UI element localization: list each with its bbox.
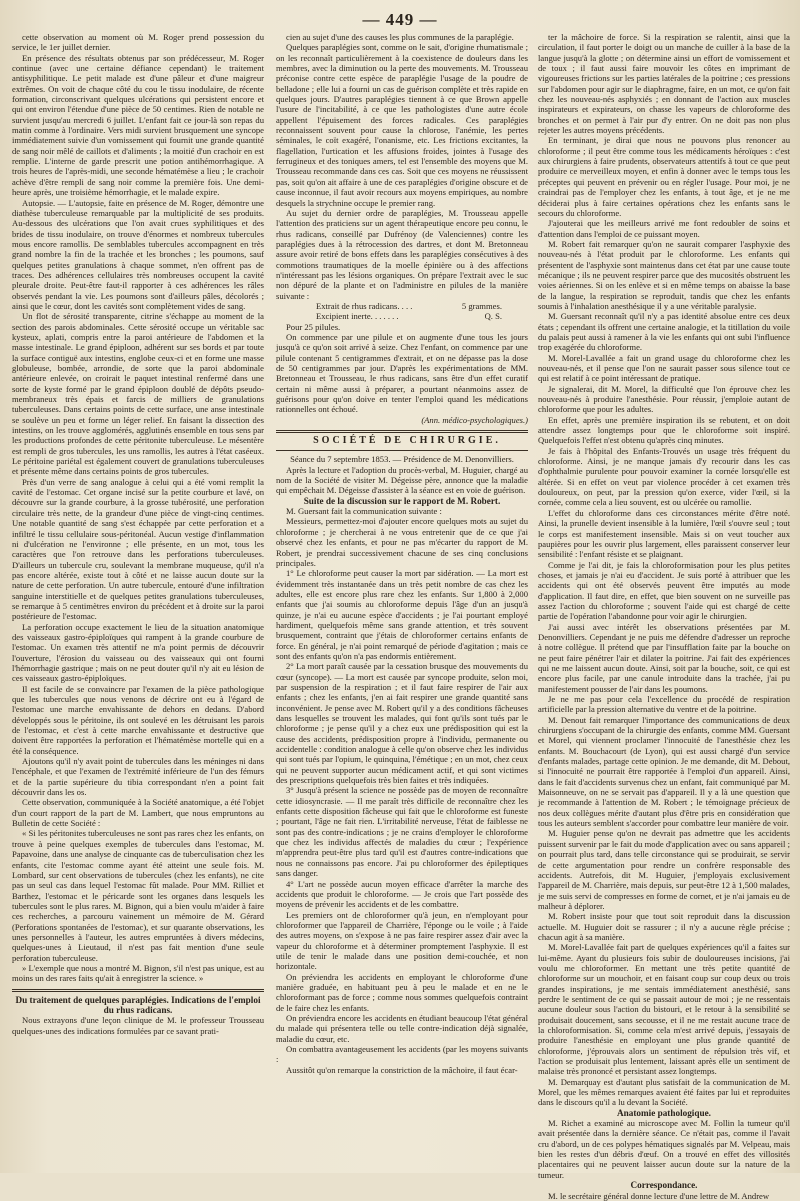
formula-ingredient: Extrait de rhus radicans. . . . (316, 300, 413, 311)
paragraph: Aussitôt qu'on remarque la constriction de la mâchoire, il faut écar- (286, 1064, 518, 1075)
paragraph: M. Guersant reconnaît qu'il n'y a pas identité absolue entre ces deux états ; cependant ils offrent une certaine analogie, et la titillation du voile du palais peut aussi à ramener à la vie les enfants qui ont subi l'influence trop exagérée du chloroforme. (538, 311, 790, 353)
paragraph: 4° L'art ne possède aucun moyen efficace d'arrêter la marche des accidents que produit le chloroforme. — Je crois que l'art possède des moyens de prévenir les accidents et de les combattre. (276, 878, 528, 910)
section-divider (12, 989, 264, 992)
paragraph: M. Denout fait remarquer l'importance des communications de deux chirurgiens s'occupant de la chirurgie des enfants, comme MM. Guersant et Morel, qui viennent proclamer l'innocuité de l'anesthésie chez les enfants. M. Bouchacourt (de Lyon), qui est aussi chargé d'un service d'enfants malades, partage cette opinion. Je me demande, dit M. Debout, si l'innocuité ne pourrait être rapportée à l'emploi d'un appareil. Ainsi, dans le fait d'accidents survenus chez un enfant, fait communiqué par M. Maisonneuve, on ne se servait pas d'appareil. Il y a là une question que je recommande à l'attention de M. Robert ; le témoignage précieux de nos deux collègues mérite d'autant plus d'être pris en considération que tous les auteurs semblent s'accorder pour combattre leur manière de voir. (538, 714, 790, 829)
paragraph: Après la lecture et l'adoption du procès-verbal, M. Huguier, chargé au nom de la Société de visiter M. Dégeisse père, annonce que la maladie qui empêchait M. Dégeisse d'assister à la séance est en voie de guérison. (276, 464, 528, 496)
paragraph: J'ajouterai que les meilleurs arrivé me font redoubler de soins et d'attention dans l'emploi de ce puissant moyen. (538, 218, 790, 239)
paragraph: Cette observation, communiquée à la Société anatomique, a été l'objet d'un court rapport de la part de M. Lambert, que nous empruntons au Bulletin de cette Société : (12, 797, 264, 829)
page-number: — 449 — (362, 10, 438, 29)
column-1 (12, 32, 264, 1160)
paragraph: La perforation occupe exactement le lieu de la situation anatomique des vaisseaux gastro-épiploïques qui rampent à la grande courbure de l'estomac. Un examen très attentif ne m'a point permis de découvrir l'ouverture, l'érosion du vaisseau ou des vaisseaux qui ont fourni l'hémorrhagie gastrique ; mais on ne peut douter qu'il n'y ait eu lésion de ces vaisseaux gastro-épiploïques. (12, 621, 264, 684)
column-3 (538, 32, 790, 1201)
paragraph: En effet, après une première inspiration ils se rebutent, et on doit attendre assez longtemps pour que le chloroforme soit inspiré. Quelquefois l'effet n'est obtenu qu'après cinq minutes. (538, 414, 790, 446)
paragraph: M. Guersant fait la communication suivante : (286, 506, 442, 517)
paragraph: M. Morel-Lavallée a fait un grand usage du chloroforme chez les nouveau-nés, et il pense que l'on ne saurait passer sous silence tout ce qui est relatif à ce point intéressant de pratique. (538, 352, 790, 384)
paragraph: M. Robert insiste pour que tout soit reproduit dans la discussion actuelle. M. Huguier doit se rassurer ; il n'y a aucune règle précise ; chacun agit à sa manière. (538, 911, 790, 942)
paragraph: 3° Jusqu'à présent la science ne possède pas de moyen de reconnaître cette idiosyncrasie. — Il me paraît très difficile de reconnaître chez les enfants cette disposition fâcheuse qui fait que le chloroforme est funeste ; pourtant, l'âge ne fait rien. L'irritabilité nerveuse, l'état de faiblesse ne sont pas des contre-indications ; je ne crains d'employer le chloroforme que chez les individus affectés de maladies du cœur ; l'expérience m'apprendra peut-être plus tard qu'il est d'autres contre-indications que nous ne connaissons pas encore. J'ai pu chloroformer des épileptiques sans danger. (276, 785, 528, 879)
paragraph: 2° La mort paraît causée par la cessation brusque des mouvements du cœur (syncope). — La mort est causée par syncope produite, selon moi, par suspension de la respiration ; et il faut faire respirer de l'air aux enfants ; chez les enfants, j'en ai fait respirer une grande quantité sans inconvénient. Je pense avec M. Robert qu'il y a des conditions fâcheuses dans lesquelles se trouvent les malades, qui font qu'ils sont tués par le chloroforme ; je pense qu'il y a chez eux une prédisposition qui est la cause des accidents, prédisposition propre à l'individu, permanente ou accidentelle : condition analogue à celle qu'on observe chez les individus qui sont tués par l'opium, le quinquina, l'émétique ; en un mot, chez ceux qui ne peuvent supporter aucun médicament actif, et qui sont victimes des prescriptions quelquefois très bien faites et très indiquées. (276, 661, 528, 786)
paragraph: Il est facile de se convaincre par l'examen de la pièce pathologique que les tubercules que nous venons de décrire ont eu à l'égard de l'estomac une marche envahissante de dehors en dedans. D'abord développés sous le péritoine, ils ont soulevé en les détruisant les parois de l'estomac, et c'est à cette marche envahissante et destructive que doivent être rapportées la perforation et l'hématémèse mortelle qui en a été la conséquence. (12, 683, 264, 756)
paragraph: M. le secrétaire général donne lecture d'une lettre de M. Andrew (548, 1190, 770, 1201)
section-heading: Du traitement de quelques paraplégies. Indications de l'emploi du rhus radicans. (15, 994, 261, 1015)
paragraph: M. Richet a examiné au microscope avec M. Follin la tumeur qu'il avait présentée dans la dernière séance. Ce n'était pas, comme il l'avait cru d'abord, un de ces polypes hématiques signalés par M. Velpeau, mais bien les restes d'un débris d'œuf. On a trouvé en effet des villosités placentaires qui ne peuvent laisser aucun doute sur la nature de la tumeur. (538, 1118, 790, 1180)
paragraph: Quelques paraplégies sont, comme on le sait, d'origine rhumatismale ; on les reconnaît particulièrement à la coexistence de douleurs dans les membres, avec la diminution ou la perte des mouvements. M. Trousseau préconise contre cette espèce de paraplégie l'usage de la poudre de belladone ; elle lui a fourni un cas de guérison complète et très rapide en quelques jours. D'autres paraplégies tiennent à ce que Brown appelle l'usure de l'incitabilité, à ce que les pathologistes d'une autre école appellent l'épuisement des forces radicales. Ces paraplégies reconnaissent souvent pour cause la chlorose, l'anémie, les pertes séminales, le coït exagéré, l'onanisme, etc. Les frictions excitantes, la flagellation, l'urtication et les affusions froides, jointes à l'usage des ferrugineux et des toniques amers, tel est l'ensemble des moyens que M. Trousseau recommande dans ces cas. Soit que ces moyens ne réussissent pas, soit qu'on ait affaire à une de ces paraplégies d'origine obscure et de cause inconnue, il faut avoir recours aux moyens empiriques, au nombre desquels la strychnine occupe le premier rang. (276, 42, 528, 208)
paragraph: Nous extrayons d'une leçon clinique de M. le professeur Trousseau quelques-unes des indications formulées par ce savant prati- (12, 1015, 264, 1036)
paragraph: cette observation au moment où M. Roger prend possession du service, le 1er juillet dernier. (12, 32, 264, 53)
paragraph: On combattra avantageusement les accidents (par les moyens suivants : (276, 1044, 528, 1065)
paragraph: En présence des résultats obtenus par son prédécesseur, M. Roger continue (avec une certaine défiance cependant) le traitement antisyphilitique. Le petit malade est d'une pâleur et d'une maigreur extrêmes. On voit de chaque côté du cou le tissu inodulaire, de récente formation, circonscrivant quelques ulcérations qui persistent encore et qui ont environ l'étendue d'une pièce de 50 centimes. Rien de notable ne survient jusqu'au mercredi 6 juillet. L'enfant fait ce jour-là son repas du matin comme à l'ordinaire. Vers midi survient brusquement une syncope immédiatement suivie d'un vomissement qui fournit une grande quantité de sang noir mêlé de caillots et d'aliments ; la moitié d'un crachoir en est remplie. L'interne de garde prescrit une potion antihémorrhagique. A trois heures de l'après-midi, une seconde hématémèse a lieu ; le crachoir achève d'être rempli de sang noir comme la première fois. Une demi-heure après, une troisième hémorrhagie, et le malade expire. (12, 52, 264, 198)
paragraph: M. Morel-Lavallée fait part de quelques expériences qu'il a faites sur lui-même. Ayant du plusieurs fois subir de douloureuses incisions, j'ai voulu me chloroformer. En mettant une très petite quantité de chloroforme sur un mouchoir, et en faisant coup sur coup deux ou trois grandes inspirations, je me sentais immédiatement anesthésié, sans perdre le sentiment de ce qui se passait autour de moi ; je ne ressentais aucune douleur sous l'action du bistouri, et le retour à la sensibilité se produisait doucement, sans secousse, et il ne me restait aucune trace de la chloroformisation. Si, comme cela m'est arrivé depuis, j'essayais de produire l'anesthésie en employant une plus grande quantité de chloroforme, j'éprouvais alors un sentiment de répulsion très vif, et l'action se produisait plus lentement, laissant après elle un sentiment de malaise très prononcé et persistant assez longtemps. (538, 942, 790, 1077)
source-citation: (Ann. médico-psychologiques.) (421, 414, 528, 425)
correspondence-heading: Correspondance. (630, 1180, 698, 1191)
paragraph: Je fais à l'hôpital des Enfants-Trouvés un usage très fréquent du chloroforme. Ainsi, je ne manque jamais d'y recourir dans les cas d'ophthalmie purulente pour pouvoir examiner la cornée lorsqu'elle est altérée. Si en effet on veut par violence procéder à cet examen très douloureux, on peut, par la pression qu'on exerce, vider l'œil, si la cornée, comme cela a lieu souvent, est ou ulcérée ou ramollie. (538, 445, 790, 508)
paragraph: Les premiers ont de chloroformer qu'à jeun, en n'employant pour chloroformer que l'appareil de Charrière, l'éponge ou le voile ; à l'aide des autres moyens, on s'expose à ne pas faire respirer assez d'air avec la vapeur du chloroforme et à déterminer promptement l'asphyxie. Il est utile de tenir le malade dans une position demi-couchée, et non horizontale. (276, 909, 528, 972)
paragraph: L'effet du chloroforme dans ces circonstances mérite d'être noté. Ainsi, la prunelle devient insensible à la lumière, l'œil s'ouvre seul ; tout le corps est manifestement insensible. Mais si on veut toucher aux paupières pour les ouvrir plus largement, elles paraissent conserver leur sensibilité : l'enfant résiste et se plaignant. (538, 507, 790, 560)
formula-ingredient: Excipient inerte. . . . . . . (316, 311, 399, 322)
paragraph: ter la mâchoire de force. Si la respiration se ralentit, ainsi que la circulation, il faut porter le doigt ou un manche de cuiller à la base de la langue jusqu'à la glotte ; on détermine ainsi un effort de vomissement et de toux ; il faut aussi faire mouvoir les côtes en imprimant de vigoureuses frictions sur les parties latérales de la poitrine ; ces pressions sur l'abdomen pour agir sur le diaphragme, faire, en un mot, ce qu'on fait chez les nouveau-nés asphyxiés ; en donnant de l'action aux muscles inspirateurs et expirateurs, on chasse les vapeurs de chloroforme des bronches et on permet à l'air pur d'y entrer. On ne doit pas non plus rejeter les autres moyens précédents. (538, 32, 790, 136)
paragraph: Autopsie. — L'autopsie, faite en présence de M. Roger, démontre une diathèse tuberculeuse remarquable par la multiplicité de ses produits. Au-dessous des ulcérations que l'on avait crues syphilitiques et des brides de tissu inodulaire, on trouve d'énormes et nombreux tubercules mous encore ramollis. De semblables tubercules accompagnent en très grand nombre la fin de la trachée et les bronches ; les poumons, sauf quelques petites granulations à chaque sommet, n'en offrent pas de traces. Des adhérences cellulaires très nombreuses occupent la cavité pleurale droite. Peut-être faut-il rapporter à ces adhérences les râles observés pendant la vie. Les poumons sont d'ailleurs pâles, décolorés ; ainsi que le cœur, dont les cavités sont complètement vides de sang. (12, 197, 264, 311)
paragraph: On commence par une pilule et on augmente d'une tous les jours jusqu'à ce qu'on soit arrivé à seize. Chez l'enfant, on commence par une pilule contenant 5 centigrammes d'extrait, et on ne dépasse pas la dose de 50 centigrammes par jour. D'après les expérimentations de MM. Bretonneau et Trousseau, le rhus radicans, sans être d'un effet curatif certain ni même aussi à préparer, a pourtant néanmoins assez de guérisons pour qu'on doive en tenter l'emploi quand les médications rationnelles ont échoué. (276, 331, 528, 415)
formula-line (276, 311, 528, 321)
paragraph: Je ne me pas pour cela l'excellence du procédé de respiration artificielle par la pression alternative du ventre et de la poitrine. (538, 694, 790, 715)
paragraph: Je signalerai, dit M. Morel, la difficulté que l'on éprouve chez les nouveau-nés à produire l'anesthésie. Pour réussir, j'emploie autant de chloroforme que pour les adultes. (538, 383, 790, 415)
society-title: SOCIÉTÉ DE CHIRURGIE. (313, 435, 501, 447)
anatomy-heading: Anatomie pathologique. (617, 1107, 711, 1118)
formula-note: Pour 25 pilules. (286, 321, 341, 332)
paragraph: Comme je l'ai dit, je fais la chloroformisation pour les plus petites choses, et jamais je n'ai eu d'accident. Je suis porté à attribuer que les accidents qui ont été observés peuvent être imputés au mode d'application. Il faut dire, en effet, que bien souvent on ne surveille pas assez l'action du chloroforme ; souvent l'aide qui est chargé de cette partie de l'opération l'abandonne pour voir agir le chirurgien. (538, 559, 790, 622)
paragraph: En terminant, je dirai que nous ne pouvons plus renoncer au chloroforme ; il peut être comme tous les médicaments héroïques : c'est aux chirurgiens à faire prudents, observateurs attentifs à tout ce que peut produire ce merveilleux moyen, et enfin à donner avec le temps tous les préceptes qui peuvent en prévenir ou en régler l'usage. Pour moi, je ne craindrai pas de l'employer chez les enfants, à tout âge, et je ne me déciderai plus à faire certaines opérations chez les enfants sans le secours du chloroforme. (538, 135, 790, 218)
divider (276, 450, 528, 451)
paragraph: On préviendra les accidents en employant le chloroforme d'une manière graduée, en habituant peu à peu le malade et en ne le chloroformant pas de force ; comme nous sommes quelquefois contraint de le faire chez les enfants. (276, 971, 528, 1013)
formula-quantity: Q. S. (484, 311, 502, 322)
session-line: Séance du 7 septembre 1853. — Présidence de M. Denonvilliers. (290, 454, 514, 465)
paragraph: » L'exemple que nous a montré M. Bignon, s'il n'est pas unique, est au moins un des rares faits qu'ait à enregistrer la science. » (12, 962, 264, 984)
paragraph: Messieurs, permettez-moi d'ajouter encore quelques mots au sujet du chloroforme ; je chercherai à ne vous entretenir que de ce que j'ai observé chez les enfants, et pour ne pas m'écarter du rapport de M. Robert, je prendrai successivement chacune de ses cinq conclusions principales. (276, 516, 528, 568)
section-divider (276, 430, 528, 433)
paragraph: J'ai aussi avec intérêt les observations présentées par M. Denonvilliers. Cependant je ne puis me défendre d'adresser un reproche à notre collègue. Il prétend que par l'insufflation faite par la bouche on ne peut faire pénétrer l'air et dilater la poitrine. J'ai fait des expériences qui ne me laissent aucun doute. Ainsi, soit par la bouche, soit, ce qui est encore plus facile, par une canule introduite dans la trachée, j'ai pu manifestement pousser de l'air dans les poumons. (538, 621, 790, 694)
discussion-heading: Suite de la discussion sur le rapport de M. Robert. (303, 495, 501, 506)
formula-quantity: 5 grammes. (461, 300, 502, 311)
paragraph: Ajoutons qu'il n'y avait point de tubercules dans les méninges ni dans l'encéphale, et que l'examen de l'extrémité inférieure de l'un des fémurs et de la partie supérieure du tibia correspondant n'en a point fait découvrir dans les os. (12, 756, 264, 798)
paragraph: 1° Le chloroforme peut causer la mort par sidération. — La mort est évidemment très instantanée dans un très petit nombre de cas chez les adultes, elle est encore plus rare chez les enfants. Sur 1,800 à 2,000 enfants que j'ai soumis au chloroforme depuis l'âge d'un an jusqu'à quinze, je n'ai eu aucune espèce d'accidents ; je l'ai pourtant employé hardiment, quelquefois même sans grande attention, et très souvent brusquement, contraint que j'étais de chloroformer certains enfants de force. En général, je n'ai point remarqué de période d'agitation ; mais ce sont des enfants qu'on n'a pas endormis entièrement. (276, 568, 528, 661)
paragraph: « Si les péritonites tuberculeuses ne sont pas rares chez les enfants, on trouve à peine quelques exemples de tubercules dans l'estomac, M. Papavoine, dans une analyse de cinquante cas de tuberculisation chez les enfants, cite l'estomac comme ayant été atteint une seule fois. M. Lombard, sur cent observations de tubercules (chez les enfants), ne cite pas un seul cas dans lequel l'estomac fût malade. Pour MM. Rilliet et Barthez, l'estomac et le péricarde sont les organes dans lesquels les tubercules sont le plus rares. M. Bignon, qui a bien voulu m'aider à faire ces recherches, a parcouru vainement un mémoire de M. Gérard (Perforations spontanées de l'estomac), et sur quarante observations, les unes personnelles à l'auteur, les autres empruntées à divers médecins, quelques-unes à Lieutaud, il n'est pas fait mention d'une seule perforation tuberculeuse. (12, 828, 264, 963)
paragraph: On préviendra encore les accidents en étudiant beaucoup l'état général du malade qui présentera telle ou telle contre-indication déjà signalée, maladie du cœur, etc. (276, 1012, 528, 1044)
paragraph: M. Robert fait remarquer qu'on ne saurait comparer l'asphyxie des nouveau-nés à l'état produit par le chloroforme. Les enfants qui présentent de l'asphyxie sont maintenus dans cet état par une cause toute mécanique ; ils ne peuvent respirer parce que des mucosités obstruent les voies aériennes. Si on les enlève et si en même temps on abaisse la base de la langue, la respiration se reproduit, tandis que chez les enfants soumis à l'inhalation anesthésique il y a une véritable paralysie. (538, 238, 790, 311)
paragraph: Au sujet du dernier ordre de paraplégies, M. Trousseau appelle l'attention des praticiens sur un agent thérapeutique encore peu connu, le rhus radicans, conseillé par Dufrénoy (de Valenciennes) contre les paraplégies dues à la rétrocession des dartres, et dont M. Bretonneau assure avoir retiré de bons effets dans les paraplégies consécutives à des commotions traumatiques de la moelle épinière ou à des affections n'intéressant pas les lésions organiques. On prépare l'extrait avec le suc non dépuré de la plante et on l'administre en pilules de la manière suivante : (276, 207, 528, 301)
paragraph: M. Demarquay est d'autant plus satisfait de la communication de M. Morel, que les mêmes remarques avaient été faites par lui et reproduites dans le discours qu'il a lu devant la Société. (538, 1076, 790, 1108)
formula-line (276, 301, 528, 311)
column-2 (276, 32, 528, 1160)
paragraph: M. Huguier pense qu'on ne devrait pas admettre que les accidents puissent survenir par le fait du mode d'application avec ou sans appareil ; on pourrait plus tard, dans telle circonstance qui se produirait, se servir de cette argumentation pour rendre un confrère responsable des accidents. Autrefois, dit M. Huguier, j'employais exclusivement l'appareil de M. Charrière, mais depuis, sur peut-être 12 à 1,500 malades, je me suis servi de compresses en forme de cornet, et je n'ai jamais eu de malheur à déplorer. (538, 828, 790, 911)
paragraph: cien au sujet d'une des causes les plus communes de la paraplégie. (286, 32, 514, 42)
paragraph: Un flot de sérosité transparente, citrine s'échappe au moment de la section des parois abdominales. Cette sérosité occupe un véritable sac kysteux, aplati, compris entre la paroi antérieure de l'abdomen et la masse intestinale. Le grand épiploon, adhérent sur ses bords et par toute la surface contiguë aux intestins, englobe ceux-ci et en forme une masse globuleuse, bombée, arrondie, de sorte que la paroi abdominale antérieure enlevée, on croirait le paquet intestinal renfermé dans une sorte de kyste formé par le grand épiploon doublé de dépôts pseudo-membraneux très épais et farcis de milliers de granulations tuberculeuses. Dans certains points de cette surface, une anse intestinale se soulève un peu et forme un léger relief. En faisant la dissection des intestins, on les trouve agglomérés, agglutinés ensemble en tous sens par les productions profondes de cette péritonite tuberculeuse. Le mésentère est rempli de gros tubercules, les uns ramollis, les autres à l'état caséeux. Le péritoine pariétal est également couvert de granulations tuberculeuses et présente même dans certains points de gros tubercules. (12, 311, 264, 477)
paragraph: Près d'un verre de sang analogue à celui qui a été vomi remplit la cavité de l'estomac. Cet organe incisé sur la petite courbure et lavé, on découvre sur la grande courbure, à la grosse tubérosité, une perforation circulaire très nette, de la grandeur d'une pièce de vingt-cinq centimes. Une notable quantité de sang s'est échappée par cette perforation et a infiltré le tissu cellulaire sous-péritonéal. Aucun vestige d'inflammation ni d'ulcération ne l'environne ; elle présente, en un mot, tous les caractères que l'on retrouve dans les perforations tuberculeuses. D'ailleurs un tubercule cru, soulevant la membrane muqueuse, qu'il n'a pas encore altérée, existe tout à côté et ne laisse aucun doute sur la nature de cette perforation. Un autre tubercule, entouré d'une infiltration sanguine interstitielle et de quelques petites granulations tuberculeuses, se remarque à 5 centimètres environ du précédent et à droite sur la paroi postérieure de l'estomac. (12, 476, 264, 622)
